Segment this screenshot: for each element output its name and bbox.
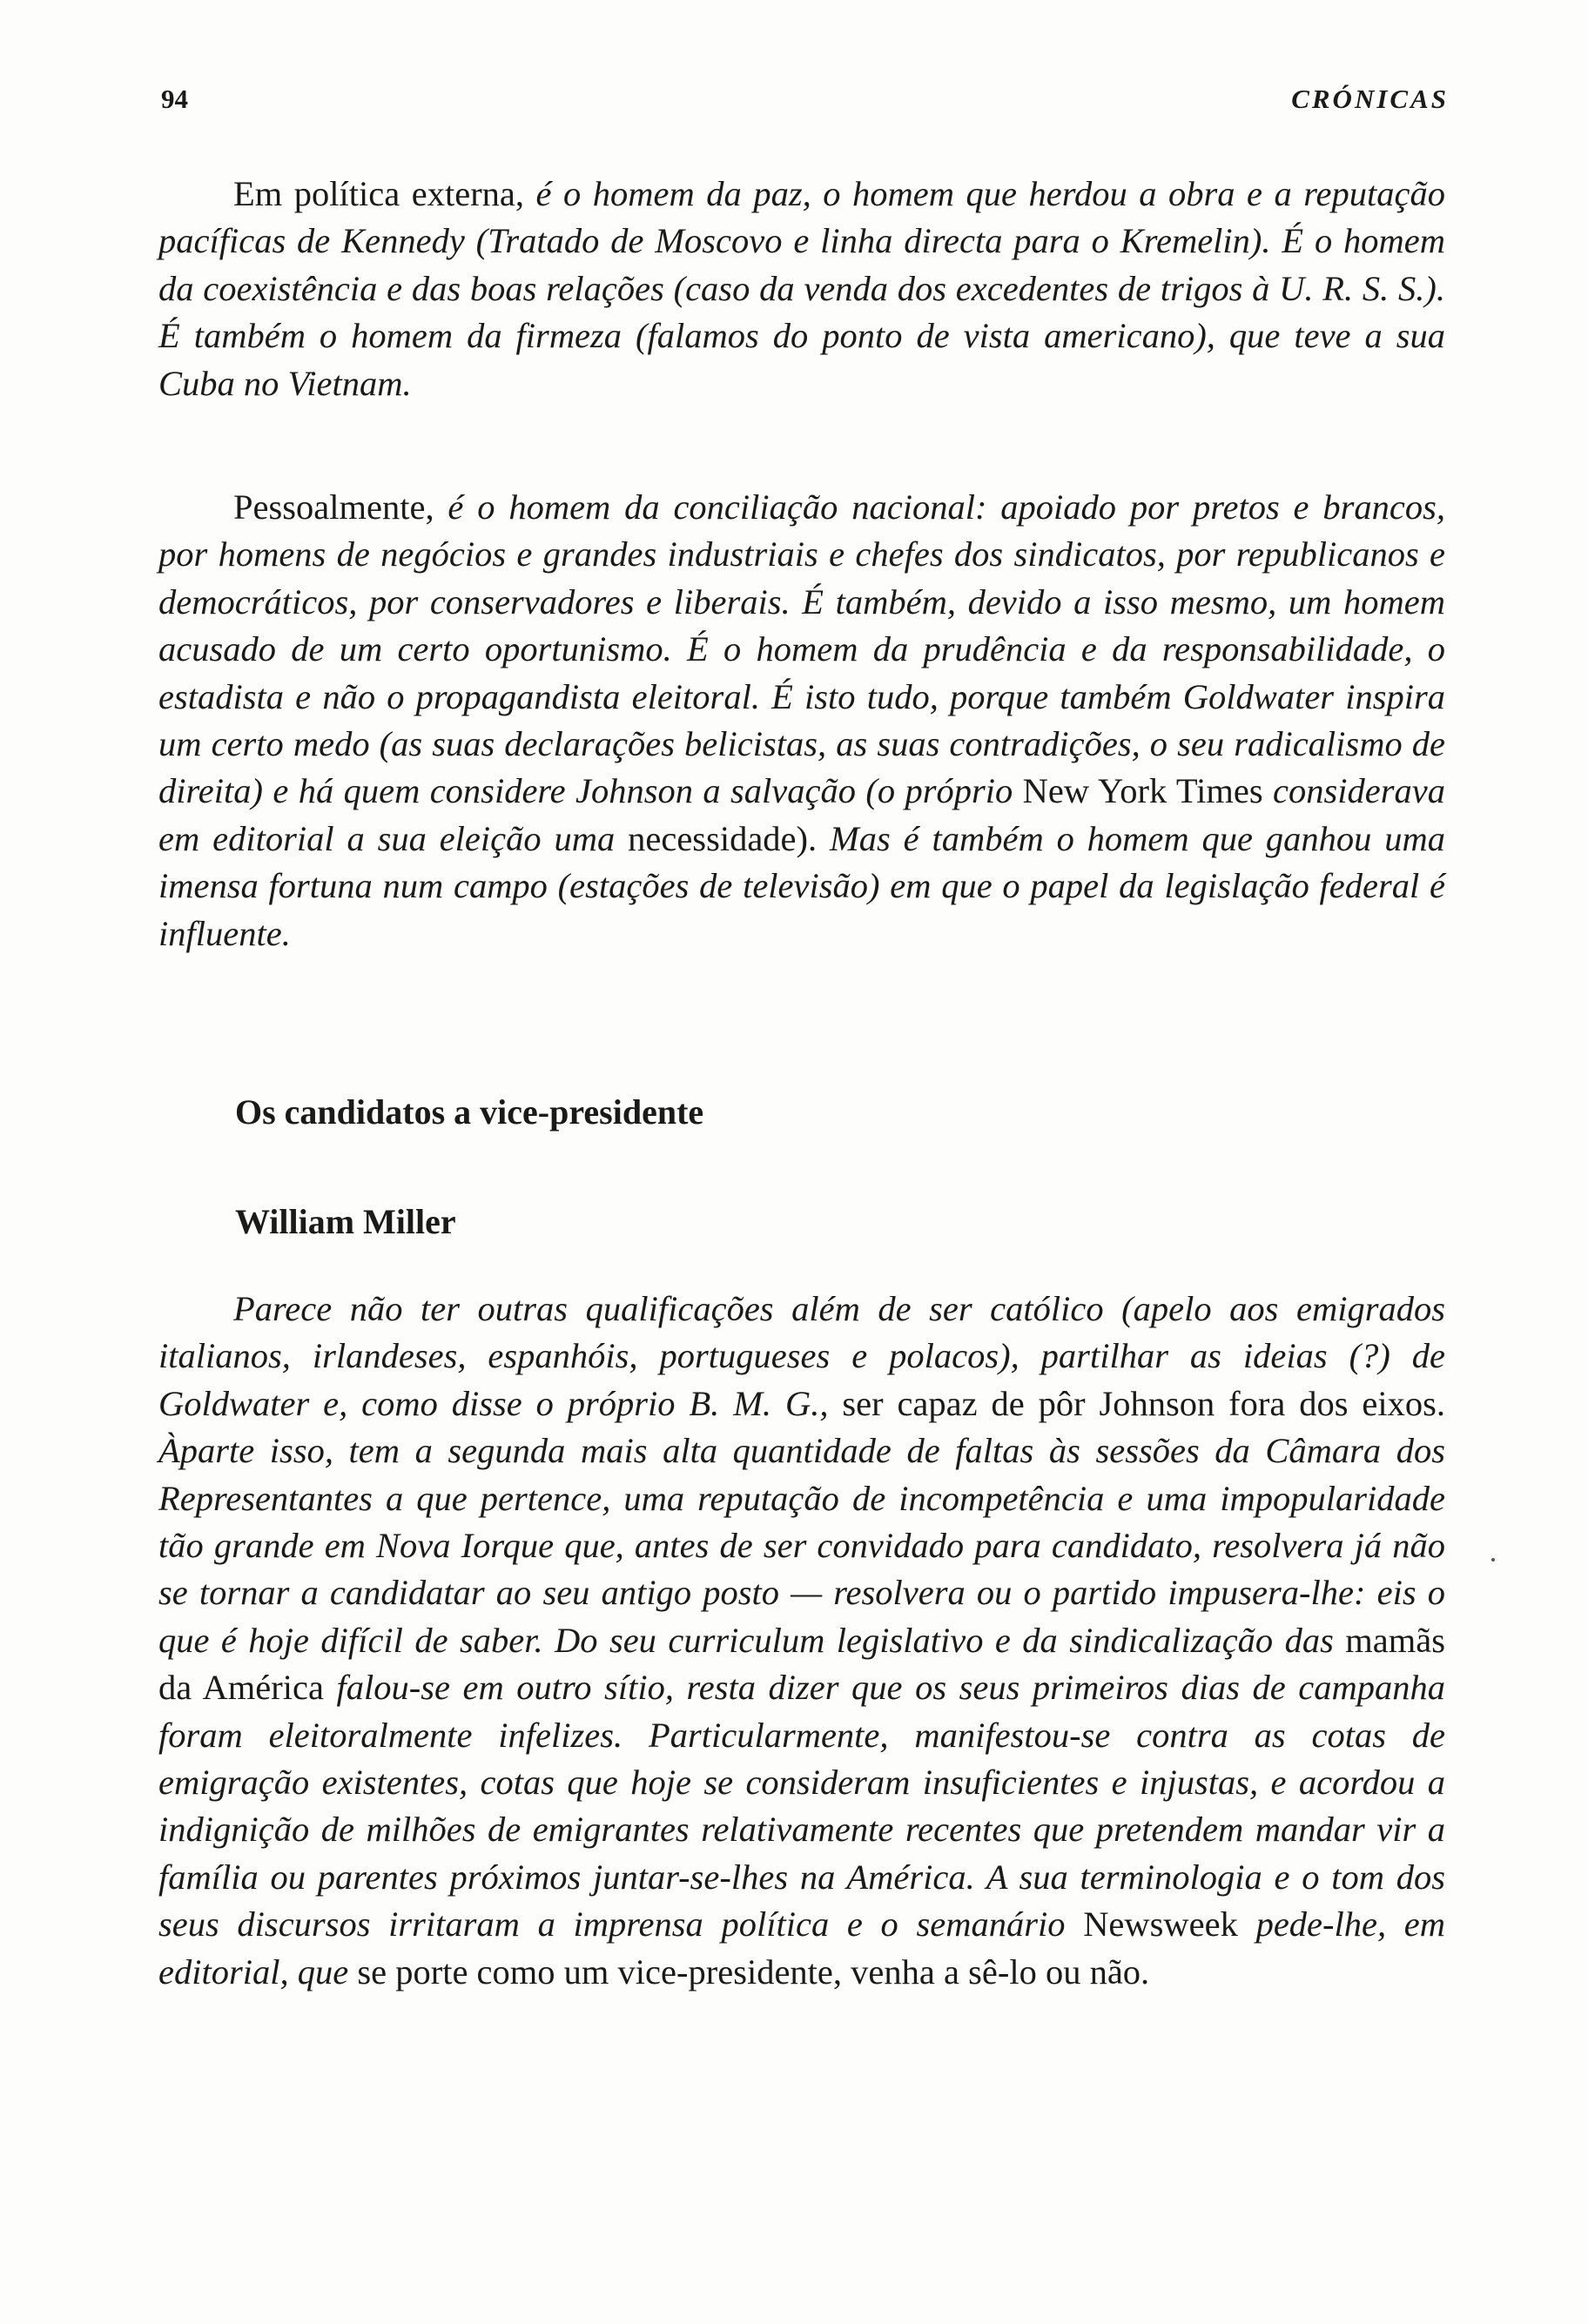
paragraph-text-italic: é o homem da conciliação nacional: apoiado por pretos e brancos, por homens de negócios e grandes industriais e chefes dos sindicatos, por republicanos e democráticos, por conservadores e liberais. É também, devido a isso mesmo, um homem acusado de um certo oportunismo. É o homem da prudência e da responsabilidade, o estadista e não o propagandista eleitoral. É isto tudo, porque também Goldwater inspira um certo medo (as suas declarações belicistas, as suas contradições, o seu radicalismo de direita) e há quem considere Johnson a salvação (o próprio [158, 487, 1445, 811]
page-number: 94 [161, 84, 188, 114]
paragraph-text-italic: falou-se em outro sítio, resta dizer que os seus primeiros dias de campanha foram eleitoralmente infelizes. Particularmente, manifestou-se contra as cotas de emigração existentes, cotas que hoje se consideram insuficientes e injustas, e acordou a indignição de milhões de emigrantes relativamente recentes que pretendem mandar vir a família ou parentes próximos juntar-se-lhes na América. A sua terminologia e o tom dos seus discursos irritaram a imprensa política e o semanário [158, 1668, 1445, 1945]
paragraph-text: Pessoalmente, [233, 487, 448, 527]
paragraph-foreign-policy [158, 171, 1445, 407]
paragraph-william-miller [158, 1286, 1445, 1996]
paragraph-personal [158, 484, 1445, 957]
paragraph-text-italic: é o homem da paz, o homem que herdou a obra e a reputação pacíficas de Kennedy (Tratado de Moscovo e linha directa para o Kremelin). É o homem da coexistência e das boas relações (caso da venda dos excedentes de trigos à U. R. S. S.). É também o homem da firmeza (falamos do ponto de vista americano), que teve a sua Cuba no Vietnam. [158, 174, 1445, 403]
paragraph-text: New York Times [1022, 771, 1274, 811]
paragraph-text: ser capaz de pôr Johnson fora dos eixos. [842, 1383, 1446, 1423]
paragraph-text: Newsweek [1083, 1904, 1256, 1945]
section-heading: Os candidatos a vice-presidente [235, 1092, 704, 1132]
paragraph-text: necessidade). [628, 818, 831, 858]
running-head: CRÓNICAS [1291, 84, 1449, 114]
paragraph-text-italic: Parece não ter outras qualificações além de ser católico (apelo aos emigrados italianos, irlandeses, espanhóis, portugueses e polacos), partilhar as ideias (?) de Goldwater e, como disse o próprio B. M. G., [158, 1289, 1445, 1423]
paragraph-text-italic: Mas é também o homem que ganhou uma imensa fortuna num campo (estações de televisão) em que o papel da legislação federal é influente. [158, 818, 1445, 953]
paragraph-text-italic: Àparte isso, tem a segunda mais alta quantidade de faltas às sessões da Câmara dos Representantes a que pertence, uma reputação de incompetência e uma impopularidade tão grande em Nova Iorque que, antes de ser convidado para candidato, resolvera já não se tornar a candidatar ao seu antigo posto — resolvera ou o partido impusera-lhe: eis o que é hoje difícil de saber. Do seu curriculum legislativo e da sindicalização das [158, 1431, 1445, 1660]
paragraph-text: se porte como um vice-presidente, venha a sê-lo ou não. [357, 1951, 1150, 1992]
margin-mark [1491, 1558, 1495, 1562]
paragraph-text-italic: considerava em editorial a sua eleição uma [158, 771, 1445, 858]
page-header [161, 84, 1449, 118]
paragraph-text: Em política externa, [233, 174, 536, 213]
paragraph-text: mamãs da América [158, 1620, 1445, 1708]
sub-heading: William Miller [235, 1202, 456, 1241]
paragraph-text-italic: pede-lhe, em editorial, que [158, 1904, 1446, 1992]
